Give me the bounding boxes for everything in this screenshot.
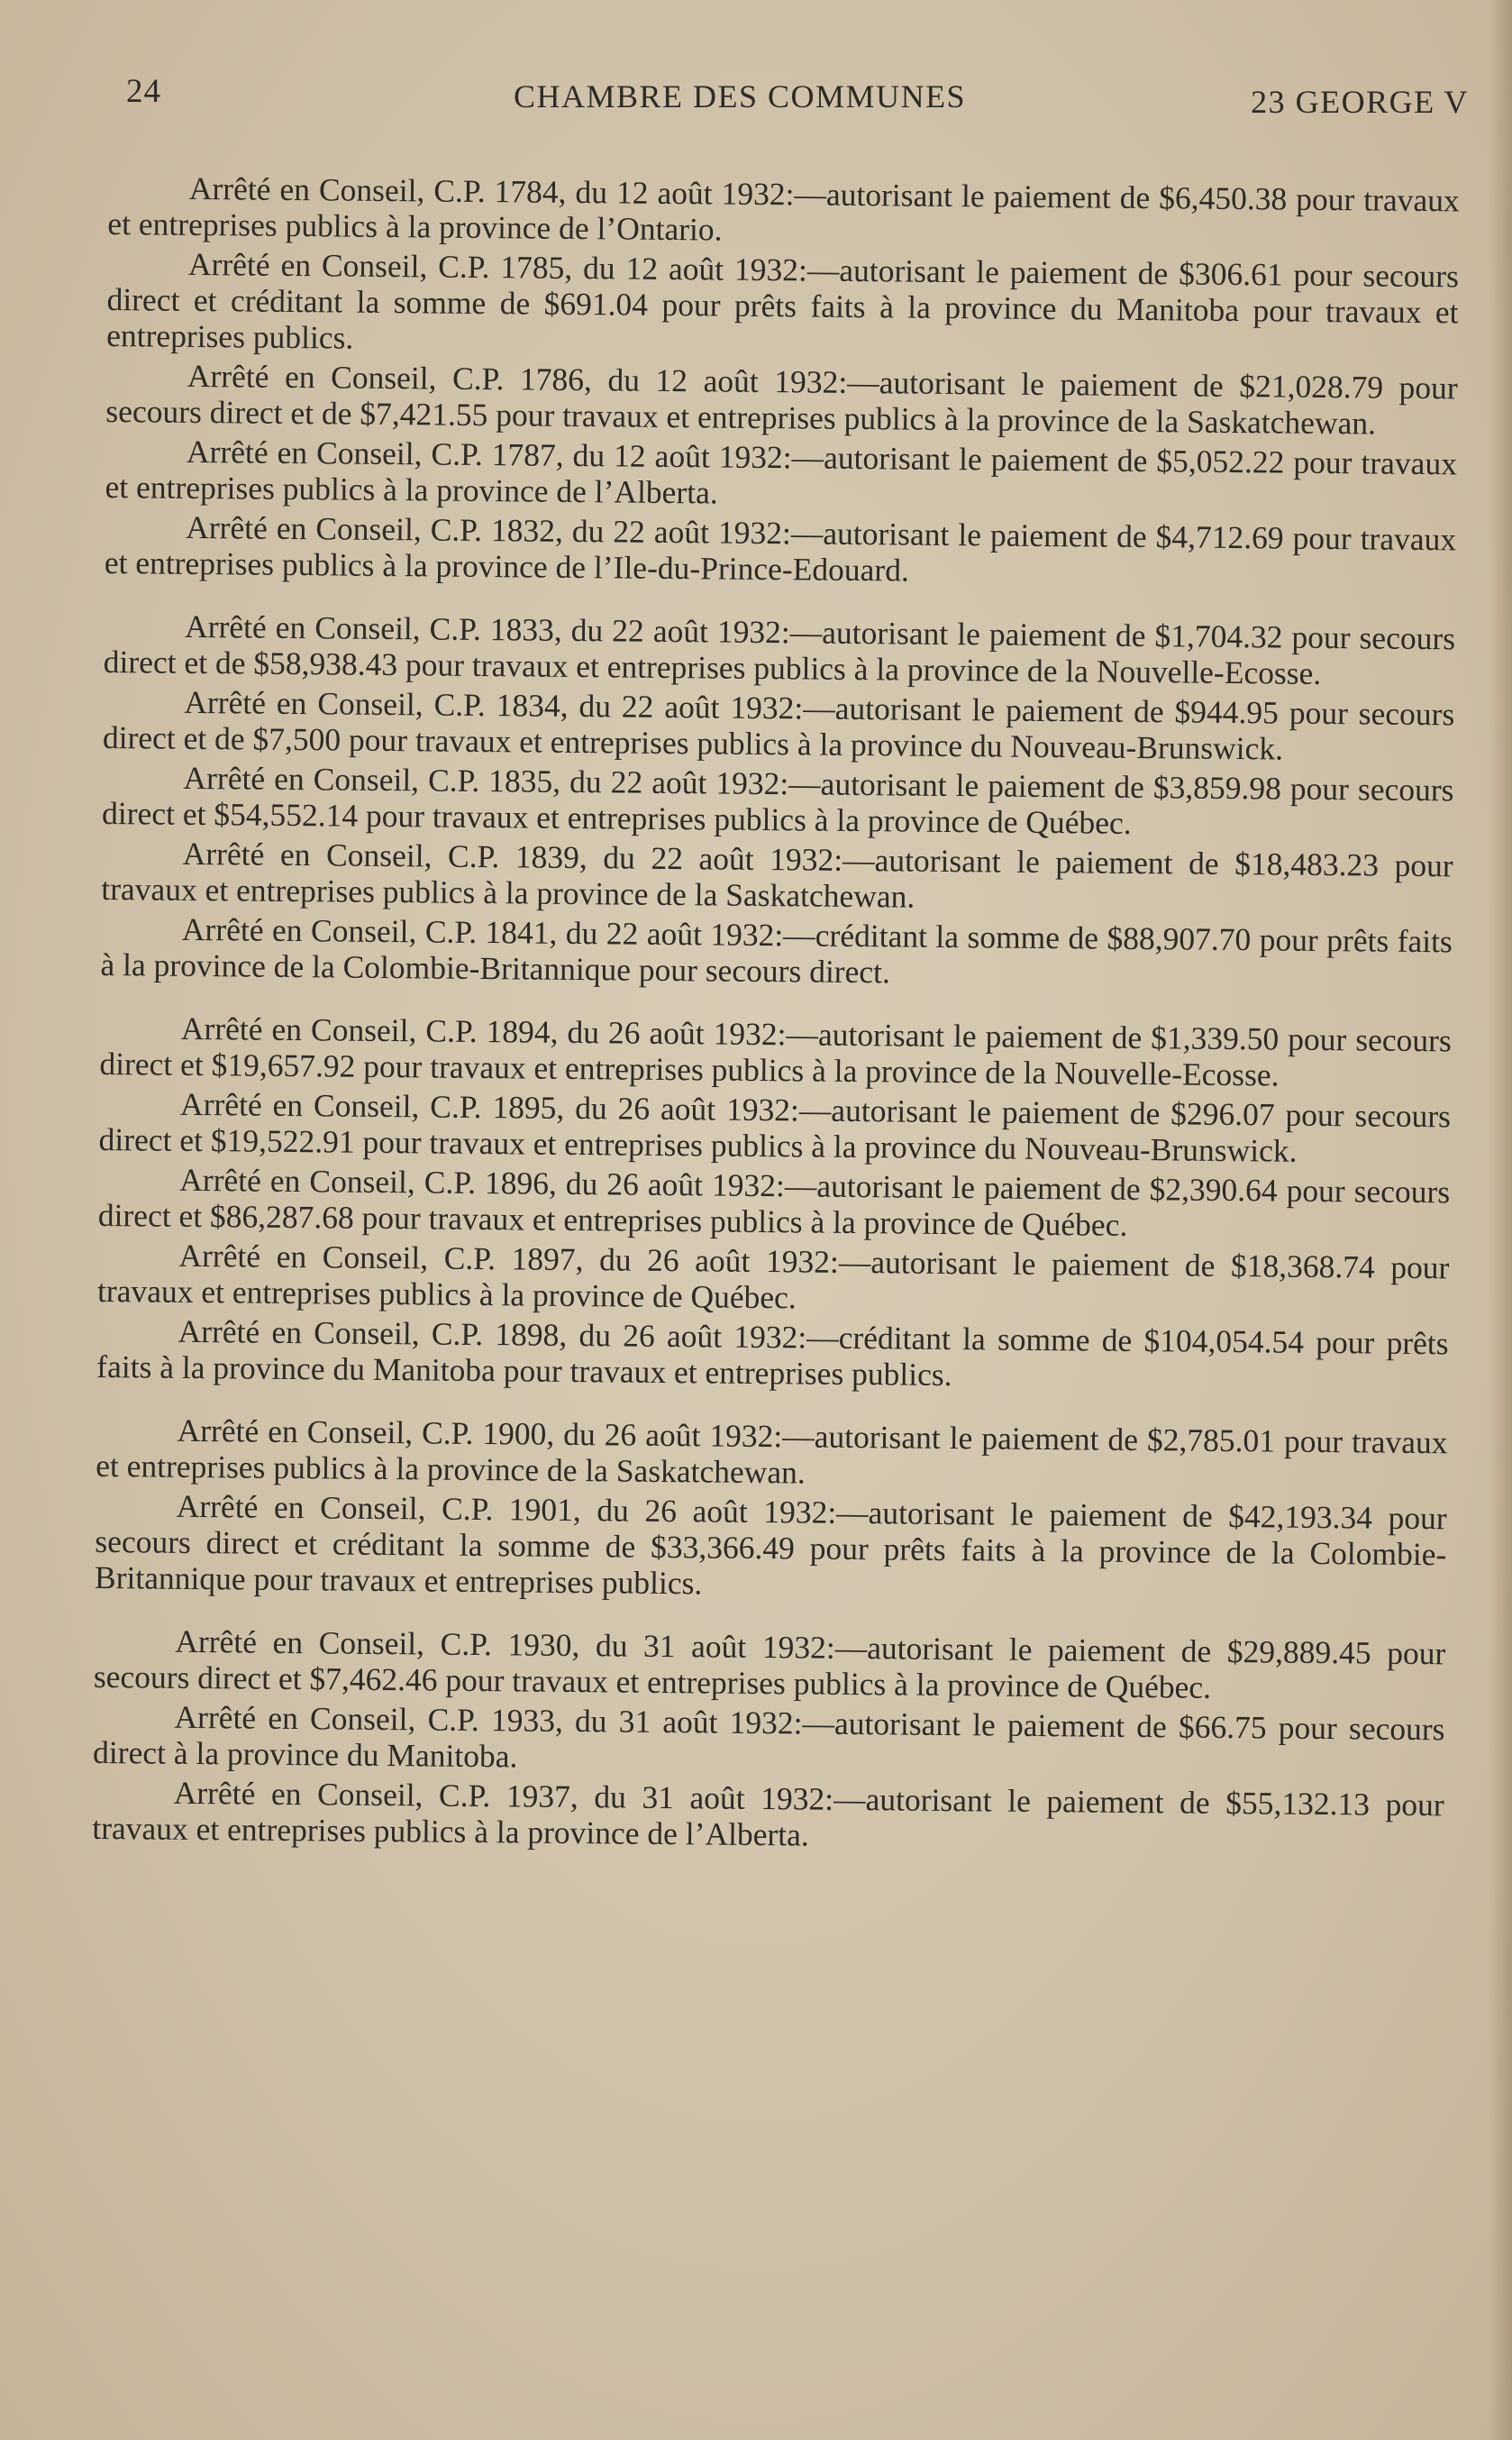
- order-in-council-entry: Arrêté en Conseil, C.P. 1785, du 12 août 1932:—autorisant le paiement de $306.61 pour secours direct et créditant la somme de $691.04 pour prêts faits à la province du Manitoba pour travaux et entreprises publics.: [106, 245, 1460, 356]
- order-in-council-entry: Arrêté en Conseil, C.P. 1841, du 22 août 1932:—créditant la somme de $88,907.70 pour prêts faits à la province de la Colombie-Britannique pour secours direct.: [100, 910, 1453, 991]
- order-in-council-entry: Arrêté en Conseil, C.P. 1930, du 31 août 1932:—autorisant le paiement de $29,889.45 pour secours direct et $7,462.46 pour travaux et entreprises publics à la province de Québec.: [93, 1622, 1446, 1705]
- order-in-council-entry: Arrêté en Conseil, C.P. 1897, du 26 août 1932:—autorisant le paiement de $18,368.74 pour travaux et entreprises publics à la province de Québec.: [96, 1237, 1450, 1316]
- order-in-council-entry: Arrêté en Conseil, C.P. 1901, du 26 août 1932:—autorisant le paiement de $42,193.34 pour secours direct et créditant la somme de $33,366.49 pour prêts faits à la province de la Colombie-Britannique pour travaux et entreprises publics.: [94, 1487, 1447, 1602]
- order-in-council-entry: Arrêté en Conseil, C.P. 1895, du 26 août 1932:—autorisant le paiement de $296.07 pour secours direct et $19,522.91 pour travaux et entreprises publics à la province du Nouveau-Brunswick.: [98, 1085, 1452, 1169]
- order-in-council-entry: Arrêté en Conseil, C.P. 1784, du 12 août 1932:—autorisant le paiement de $6,450.38 pour travaux et entreprises publics à la province de l’Ontario.: [107, 169, 1460, 248]
- order-in-council-entry: Arrêté en Conseil, C.P. 1832, du 22 août 1932:—autorisant le paiement de $4,712.69 pour travaux et entreprises publics à la province de l’Ile-du-Prince-Edouard.: [104, 508, 1457, 589]
- session-label: 23 GEORGE V: [1251, 84, 1469, 120]
- order-in-council-entry: Arrêté en Conseil, C.P. 1894, du 26 août 1932:—autorisant le paiement de $1,339.50 pour secours direct et $19,657.92 pour travaux et entreprises publics à la province de la Nouvelle-Ecosse.: [99, 1010, 1452, 1093]
- running-title: CHAMBRE DES COMMUNES: [514, 78, 967, 114]
- order-in-council-entry: Arrêté en Conseil, C.P. 1900, du 26 août 1932:—autorisant le paiement de $2,785.01 pour travaux et entreprises publics à la province de la Saskatchewan.: [96, 1412, 1448, 1491]
- page-edge-shadow: [1489, 0, 1512, 2440]
- order-in-council-entry: Arrêté en Conseil, C.P. 1834, du 22 août 1932:—autorisant le paiement de $944.95 pour secours direct et de $7,500 pour travaux et entreprises publics à la province du Nouveau-Brunswick.: [102, 683, 1455, 767]
- running-head: [126, 72, 1469, 126]
- order-in-council-entry: Arrêté en Conseil, C.P. 1937, du 31 août 1932:—autorisant le paiement de $55,132.13 pour travaux et entreprises publics à la province de l’Alberta.: [92, 1774, 1444, 1853]
- order-in-council-entry: Arrêté en Conseil, C.P. 1787, du 12 août 1932:—autorisant le paiement de $5,052.22 pour travaux et entreprises publics à la province de l’Alberta.: [105, 433, 1458, 511]
- order-in-council-entry: Arrêté en Conseil, C.P. 1835, du 22 août 1932:—autorisant le paiement de $3,859.98 pour secours direct et $54,552.14 pour travaux et entreprises publics à la province de Québec.: [101, 759, 1454, 841]
- page-number: 24: [126, 73, 161, 110]
- order-in-council-entry: Arrêté en Conseil, C.P. 1839, du 22 août 1932:—autorisant le paiement de $18,483.23 pour travaux et entreprises publics à la province de la Saskatchewan.: [101, 835, 1453, 915]
- order-in-council-entry: Arrêté en Conseil, C.P. 1896, du 26 août 1932:—autorisant le paiement de $2,390.64 pour secours direct et $86,287.68 pour travaux et entreprises publics à la province de Québec.: [97, 1161, 1451, 1243]
- order-in-council-entry: Arrêté en Conseil, C.P. 1786, du 12 août 1932:—autorisant le paiement de $21,028.79 pour secours direct et de $7,421.55 pour travaux et entreprises publics à la province de la Saskatchewan.: [105, 357, 1458, 442]
- order-in-council-entry: Arrêté en Conseil, C.P. 1833, du 22 août 1932:—autorisant le paiement de $1,704.32 pour secours direct et de $58,938.43 pour travaux et entreprises publics à la province de la Nouvelle-Ecosse.: [103, 608, 1456, 691]
- order-in-council-entry: Arrêté en Conseil, C.P. 1898, du 26 août 1932:—créditant la somme de $104,054.54 pour prêts faits à la province du Manitoba pour travaux et entreprises publics.: [96, 1312, 1449, 1394]
- body-text: [92, 169, 1460, 1862]
- order-in-council-entry: Arrêté en Conseil, C.P. 1933, du 31 août 1932:—autorisant le paiement de $66.75 pour secours direct à la province du Manitoba.: [92, 1698, 1445, 1775]
